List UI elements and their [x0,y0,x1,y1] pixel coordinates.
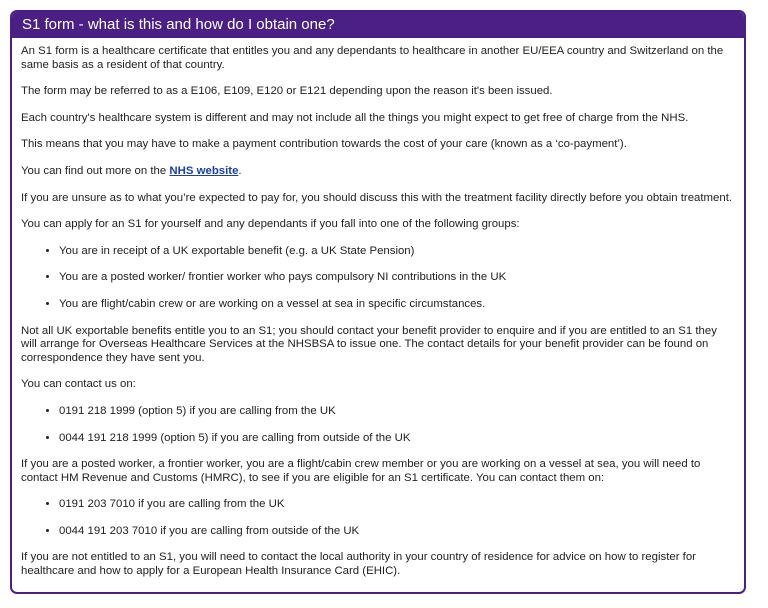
list-item: • 0044 191 218 1999 (option 5) if you are calling from outside of the UK [59,432,735,446]
contact-us-list [21,405,735,445]
panel-body [12,38,744,579]
list-item: • 0044 191 203 7010 if you are calling from outside of the UK [59,525,735,539]
paragraph-definition: An S1 form is a healthcare certificate that entitles you and any dependants to healthcare in another EU/EEA country and Switzerland on the same basis as a resident of that country. [21,45,724,71]
paragraph-form-names: The form may be referred to as a E106, E109, E120 or E121 depending upon the reason it's been issued. [21,85,553,98]
paragraph-co-payment: This means that you may have to make a payment contribution towards the cost of your care (known as a ‘co-payment’). [21,138,627,151]
s1-info-panel [10,10,746,594]
paragraph-eligibility-intro: You can apply for an S1 for yourself and any dependants if you fall into one of the following groups: [21,218,520,231]
eligibility-groups-list [21,245,735,312]
paragraph-healthcare-differences: Each country's healthcare system is different and may not include all the things you might expect to get free of charge from the NHS. [21,111,689,124]
paragraph-not-entitled: If you are not entitled to an S1, you will need to contact the local authority in your country of residence for advice on how to register for healthcare and how to apply for a European Health Insurance Card (EHIC). [21,551,696,578]
list-item: • 0191 218 1999 (option 5) if you are calling from the UK [59,405,735,419]
nhs-website-link[interactable]: NHS website [169,164,239,177]
list-item: • You are in receipt of a UK exportable benefit (e.g. a UK State Pension) [59,245,735,259]
paragraph-hmrc: If you are a posted worker, a frontier worker, you are a flight/cabin crew member or you are working on a vessel at sea, you will need to contact HM Revenue and Customs (HMRC), to see if you are eligible for an S1 certificate. You can contact them on: [21,458,701,484]
find-out-more-prefix: You can find out more on the [21,164,170,177]
paragraph-unsure-cost: If you are unsure as to what you’re expected to pay for, you should discuss this with the treatment facility directly before you obtain treatment. [21,191,733,204]
paragraph-find-out-more [21,165,735,179]
find-out-more-suffix: . [238,164,242,177]
hmrc-contact-list [21,498,735,538]
list-item: • You are a posted worker/ frontier worker who pays compulsory NI contributions in the UK [59,271,735,285]
panel-title: S1 form - what is this and how do I obtain one? [12,12,744,38]
paragraph-contact-us-intro: You can contact us on: [21,378,136,391]
list-item: • You are flight/cabin crew or are working on a vessel at sea in specific circumstances. [59,298,735,312]
paragraph-benefit-provider: Not all UK exportable benefits entitle you to an S1; you should contact your benefit provider to enquire and if you are entitled to an S1 they will arrange for Overseas Healthcare Services at the NHSBSA to issue one. The contact details for your benefit provider can be found on correspondence they have sent you. [21,324,717,364]
list-item: • 0191 203 7010 if you are calling from the UK [59,498,735,512]
